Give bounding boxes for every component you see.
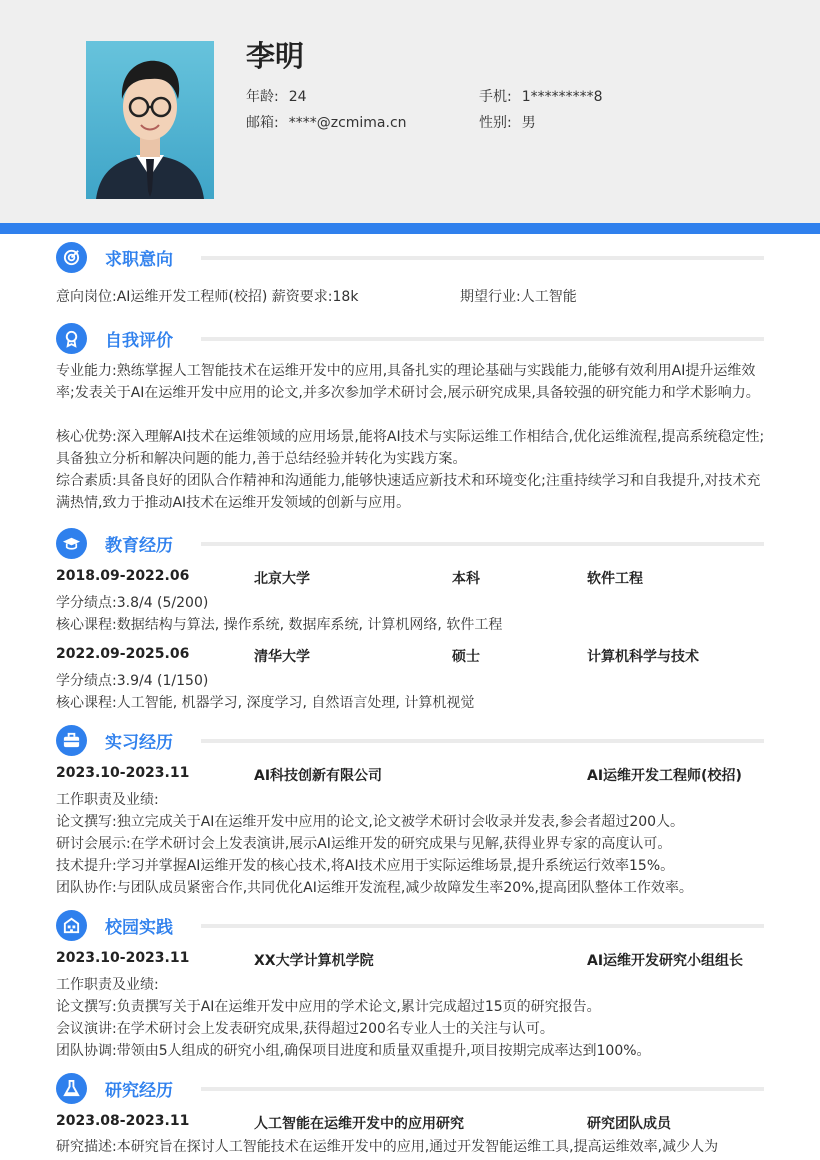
- research-period: 2023.08-2023.11: [56, 1113, 190, 1129]
- internship-period: 2023.10-2023.11: [56, 765, 190, 781]
- section-title: 研究经历: [105, 1081, 173, 1101]
- avatar-illustration: [86, 41, 214, 199]
- education-gpa: 学分绩点:3.8/4 (5/200): [56, 595, 209, 611]
- section-rule: [201, 337, 764, 341]
- education-entry-header: [0, 646, 820, 666]
- campus-line: 论文撰写:负责撰写关于AI在运维开发中应用的学术论文,累计完成超过15页的研究报告。: [56, 999, 601, 1015]
- internship-line: 技术提升:学习并掌握AI运维开发的核心技术,将AI技术应用于实际运维场景,提升系统运行效率15%。: [56, 858, 675, 874]
- research-role: 研究团队成员: [587, 1116, 671, 1132]
- section-rule: [201, 924, 764, 928]
- education-entry-header: [0, 568, 820, 588]
- gender-field: [479, 112, 536, 132]
- briefcase-icon: [56, 725, 87, 756]
- campus-line: 会议演讲:在学术研讨会上发表研究成果,获得超过200名专业人士的关注与认可。: [56, 1021, 554, 1037]
- education-school: 清华大学: [254, 649, 310, 665]
- campus-line: 工作职责及业绩:: [56, 977, 159, 993]
- resume-header: [0, 0, 820, 223]
- intent-position: 意向岗位:AI运维开发工程师(校招) 薪资要求:18k: [56, 289, 359, 305]
- internship-line: 团队协作:与团队成员紧密合作,共同优化AI运维开发流程,减少故障发生率20%,提高团队整体工作效率。: [56, 880, 693, 896]
- education-courses: 核心课程:人工智能, 机器学习, 深度学习, 自然语言处理, 计算机视觉: [56, 695, 475, 711]
- education-period: 2018.09-2022.06: [56, 568, 190, 584]
- target-icon: [56, 242, 87, 273]
- section-title: 自我评价: [105, 331, 173, 351]
- phone-field: [479, 86, 603, 106]
- section-rule: [201, 542, 764, 546]
- age-field: [246, 86, 307, 106]
- research-project: 人工智能在运维开发中的应用研究: [254, 1116, 464, 1132]
- campus-period: 2023.10-2023.11: [56, 950, 190, 966]
- section-rule: [201, 256, 764, 260]
- internship-company: AI科技创新有限公司: [254, 768, 383, 784]
- section-internship: [56, 725, 766, 757]
- education-gpa: 学分绩点:3.9/4 (1/150): [56, 673, 209, 689]
- internship-line: 研讨会展示:在学术研讨会上发表演讲,展示AI运维开发的研究成果与见解,获得业界专家的高度认可。: [56, 836, 672, 852]
- graduation-cap-icon: [56, 528, 87, 559]
- research-description: 研究描述:本研究旨在探讨人工智能技术在运维开发中的应用,通过开发智能运维工具,提高运维效率,减少人为: [56, 1139, 719, 1155]
- self-eval-paragraph: 专业能力:熟练掌握人工智能技术在运维开发中的应用,具备扎实的理论基础与实践能力,能够有效利用AI提升运维效率;发表关于AI在运维开发中应用的论文,并多次参加学术研讨会,展示研究成果,具备较强的研究能力和学术影响力。: [56, 363, 760, 401]
- age-value: 24: [288, 89, 307, 105]
- campus-org: XX大学计算机学院: [254, 953, 374, 969]
- internship-line: 论文撰写:独立完成关于AI在运维开发中应用的论文,论文被学术研讨会收录并发表,参会者超过200人。: [56, 814, 685, 830]
- self-eval-paragraph: 综合素质:具备良好的团队合作精神和沟通能力,能够快速适应新技术和环境变化;注重持续学习和自我提升,对技术充满热情,致力于推动AI技术在运维开发领域的创新与应用。: [56, 473, 761, 511]
- education-major: 软件工程: [587, 571, 643, 587]
- section-title: 校园实践: [105, 918, 173, 938]
- internship-line: 工作职责及业绩:: [56, 792, 159, 808]
- research-entry-header: [0, 1113, 820, 1133]
- education-degree: 硕士: [452, 649, 480, 665]
- flask-icon: [56, 1073, 87, 1104]
- section-research: [56, 1073, 766, 1105]
- campus-entry-header: [0, 950, 820, 970]
- self-eval-paragraph: 核心优势:深入理解AI技术在运维领域的应用场景,能将AI技术与实际运维工作相结合,优化运维流程,提高系统稳定性;具备独立分析和解决问题的能力,善于总结经验并转化为实践方案。: [56, 429, 765, 467]
- section-job-intent: [56, 242, 766, 274]
- award-icon: [56, 323, 87, 354]
- intent-industry: 期望行业:人工智能: [460, 289, 577, 305]
- email-label: 邮箱:: [246, 115, 279, 131]
- internship-entry-header: [0, 765, 820, 785]
- education-courses: 核心课程:数据结构与算法, 操作系统, 数据库系统, 计算机网络, 软件工程: [56, 617, 503, 633]
- section-title: 教育经历: [105, 536, 173, 556]
- education-major: 计算机科学与技术: [587, 649, 699, 665]
- section-title: 实习经历: [105, 733, 173, 753]
- gender-label: 性别:: [479, 115, 512, 131]
- phone-label: 手机:: [479, 89, 512, 105]
- education-period: 2022.09-2025.06: [56, 646, 190, 662]
- candidate-name: 李明: [246, 39, 305, 73]
- section-title: 求职意向: [105, 250, 173, 270]
- section-rule: [201, 1087, 764, 1091]
- profile-photo: [86, 41, 214, 199]
- campus-role: AI运维开发研究小组组长: [587, 953, 744, 969]
- section-self-evaluation: [56, 323, 766, 355]
- section-education: [56, 528, 766, 560]
- header-divider-bar: [0, 223, 820, 234]
- email-field: [246, 112, 407, 132]
- phone-value: 1*********8: [521, 89, 603, 105]
- age-label: 年龄:: [246, 89, 279, 105]
- gender-value: 男: [521, 115, 536, 131]
- building-icon: [56, 910, 87, 941]
- education-degree: 本科: [452, 571, 480, 587]
- education-school: 北京大学: [254, 571, 310, 587]
- campus-line: 团队协调:带领由5人组成的研究小组,确保项目进度和质量双重提升,项目按期完成率达到100%。: [56, 1043, 651, 1059]
- section-rule: [201, 739, 764, 743]
- section-campus-practice: [56, 910, 766, 942]
- email-value: ****@zcmima.cn: [288, 115, 407, 131]
- internship-role: AI运维开发工程师(校招): [587, 768, 742, 784]
